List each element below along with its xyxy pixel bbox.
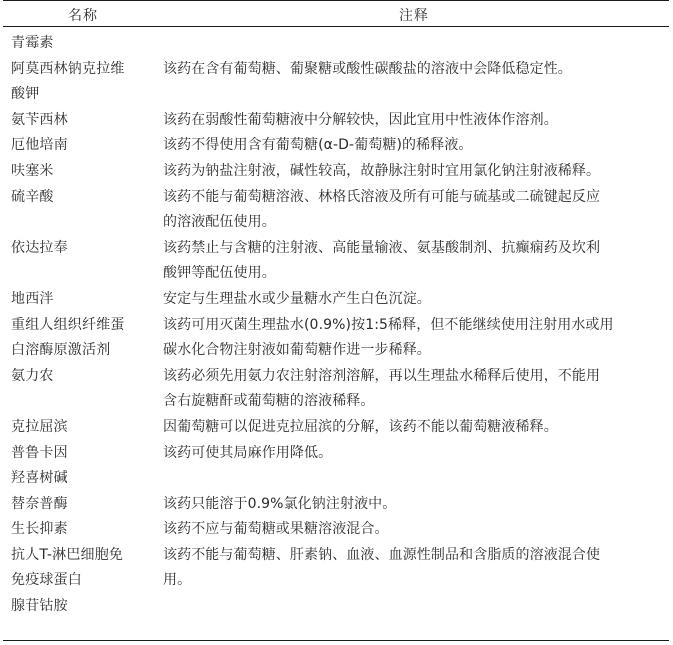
drug-name	[3, 185, 163, 211]
drug-name	[3, 441, 163, 467]
drug-note-line: 该药必须先用氨力农注射溶剂溶解，再以生理盐水稀释后使用，不能用	[163, 367, 601, 384]
drug-name-line: 厄他培南	[11, 137, 68, 154]
drug-name-line: 呋塞米	[11, 162, 54, 179]
drug-name-line: 重组人组织纤维蛋	[11, 316, 125, 333]
table-row	[3, 236, 669, 287]
table-row	[3, 108, 669, 134]
drug-note-line: 该药为钠盐注射液，碱性较高，故静脉注射时宜用氯化钠注射液稀释。	[163, 162, 601, 179]
table-row	[3, 313, 669, 364]
drug-note	[163, 185, 663, 236]
drug-note-line: 含右旋糖酐或葡萄糖的溶液稀释。	[163, 393, 375, 410]
drug-note	[163, 492, 663, 518]
drug-note-line: 用。	[163, 572, 192, 589]
drug-note-line: 安定与生理盐水或少量糖水产生白色沉淀。	[163, 290, 431, 307]
drug-name	[3, 466, 163, 492]
table-row	[3, 31, 669, 57]
table-row	[3, 159, 669, 185]
drug-note-line: 该药可用灭菌生理盐水(0.9%)按1:5稀释，但不能继续使用注射用水或用	[163, 316, 614, 333]
drug-name-line: 青霉素	[11, 35, 54, 51]
drug-name-line: 生长抑素	[11, 521, 68, 538]
drug-note-line: 该药不应与葡萄糖或果糖溶液混合。	[163, 521, 389, 538]
drug-note-line: 该药在含有葡萄糖、葡聚糖或酸性碳酸盐的溶液中会降低稳定性。	[163, 60, 572, 77]
drug-note	[163, 159, 663, 185]
drug-name	[3, 594, 163, 620]
drug-note-line: 该药可使其局麻作用降低。	[163, 444, 333, 461]
drug-name	[3, 159, 163, 185]
drug-note-line: 该药禁止与含糖的注射液、高能量输液、氨基酸制剂、抗癫痫药及坎利	[163, 239, 601, 256]
table-row	[3, 594, 669, 620]
drug-name	[3, 364, 163, 390]
table-row	[3, 133, 669, 159]
table-row	[3, 543, 669, 594]
table-row	[3, 466, 669, 492]
drug-name	[3, 236, 163, 262]
table-row	[3, 185, 669, 236]
drug-name	[3, 415, 163, 441]
drug-name-line: 免疫球蛋白	[11, 572, 82, 589]
drug-note-line: 酸钾等配伍使用。	[163, 265, 276, 282]
drug-note-line: 该药不得使用含有葡萄糖(α-D-葡萄糖)的稀释液。	[163, 137, 473, 154]
drug-name-line: 地西泮	[11, 290, 54, 307]
drug-name-line: 普鲁卡因	[11, 444, 68, 461]
drug-name-line: 克拉屈滨	[11, 418, 68, 435]
drug-note-line: 该药在弱酸性葡萄糖液中分解较快，因此宜用中性液体作溶剂。	[163, 111, 558, 128]
drug-name-line: 硫辛酸	[11, 188, 54, 205]
table-row	[3, 517, 669, 543]
drug-name	[3, 313, 163, 364]
bottom-rule	[3, 640, 669, 641]
table-row	[3, 364, 669, 415]
header-note: 注释	[399, 8, 429, 24]
drug-note-line: 因葡萄糖可以促进克拉屈滨的分解，该药不能以葡萄糖液稀释。	[163, 418, 558, 435]
drug-compatibility-table	[3, 0, 669, 620]
drug-name-line: 酸钾	[11, 86, 40, 103]
drug-name-line: 替奈普酶	[11, 495, 68, 512]
table-row	[3, 492, 669, 518]
drug-note	[163, 313, 663, 364]
drug-note	[163, 287, 663, 313]
drug-name	[3, 517, 163, 543]
drug-note	[163, 364, 663, 415]
drug-note	[163, 236, 663, 287]
drug-note	[163, 441, 663, 467]
drug-name	[3, 108, 163, 134]
drug-name-line: 抗人T-淋巴细胞免	[11, 546, 124, 563]
table-row	[3, 287, 669, 313]
drug-name	[3, 133, 163, 159]
table-row	[3, 57, 669, 108]
table-body	[3, 27, 669, 620]
drug-note	[163, 517, 663, 543]
drug-note	[163, 133, 663, 159]
drug-name-line: 白溶酶原激活剂	[11, 342, 111, 359]
drug-name-line: 阿莫西林钠克拉维	[11, 60, 125, 77]
table-header	[3, 1, 669, 26]
drug-note-line: 该药不能与葡萄糖、肝素钠、血液、血源性制品和含脂质的溶液混合使	[163, 546, 601, 563]
drug-note-line: 的溶液配伍使用。	[163, 214, 276, 231]
drug-note	[163, 543, 663, 594]
drug-name-line: 腺苷钴胺	[11, 598, 68, 615]
drug-name-line: 依达拉奉	[11, 239, 68, 256]
drug-name-line: 羟喜树碱	[11, 470, 68, 487]
header-name: 名称	[68, 8, 98, 24]
table-row	[3, 415, 669, 441]
drug-name	[3, 31, 163, 57]
drug-name	[3, 57, 163, 108]
drug-note-line: 碳水化合物注射液如葡萄糖作进一步稀释。	[163, 342, 431, 359]
drug-note-line: 该药不能与葡萄糖溶液、林格氏溶液及所有可能与硫基或二硫键起反应	[163, 188, 601, 205]
drug-name	[3, 543, 163, 594]
drug-note	[163, 415, 663, 441]
drug-note-line: 该药只能溶于0.9%氯化钠注射液中。	[163, 495, 397, 512]
drug-name	[3, 287, 163, 313]
drug-name-line: 氨力农	[11, 367, 54, 384]
drug-name-line: 氨苄西林	[11, 111, 68, 128]
drug-note	[163, 108, 663, 134]
drug-note	[163, 57, 663, 83]
table-row	[3, 441, 669, 467]
drug-name	[3, 492, 163, 518]
